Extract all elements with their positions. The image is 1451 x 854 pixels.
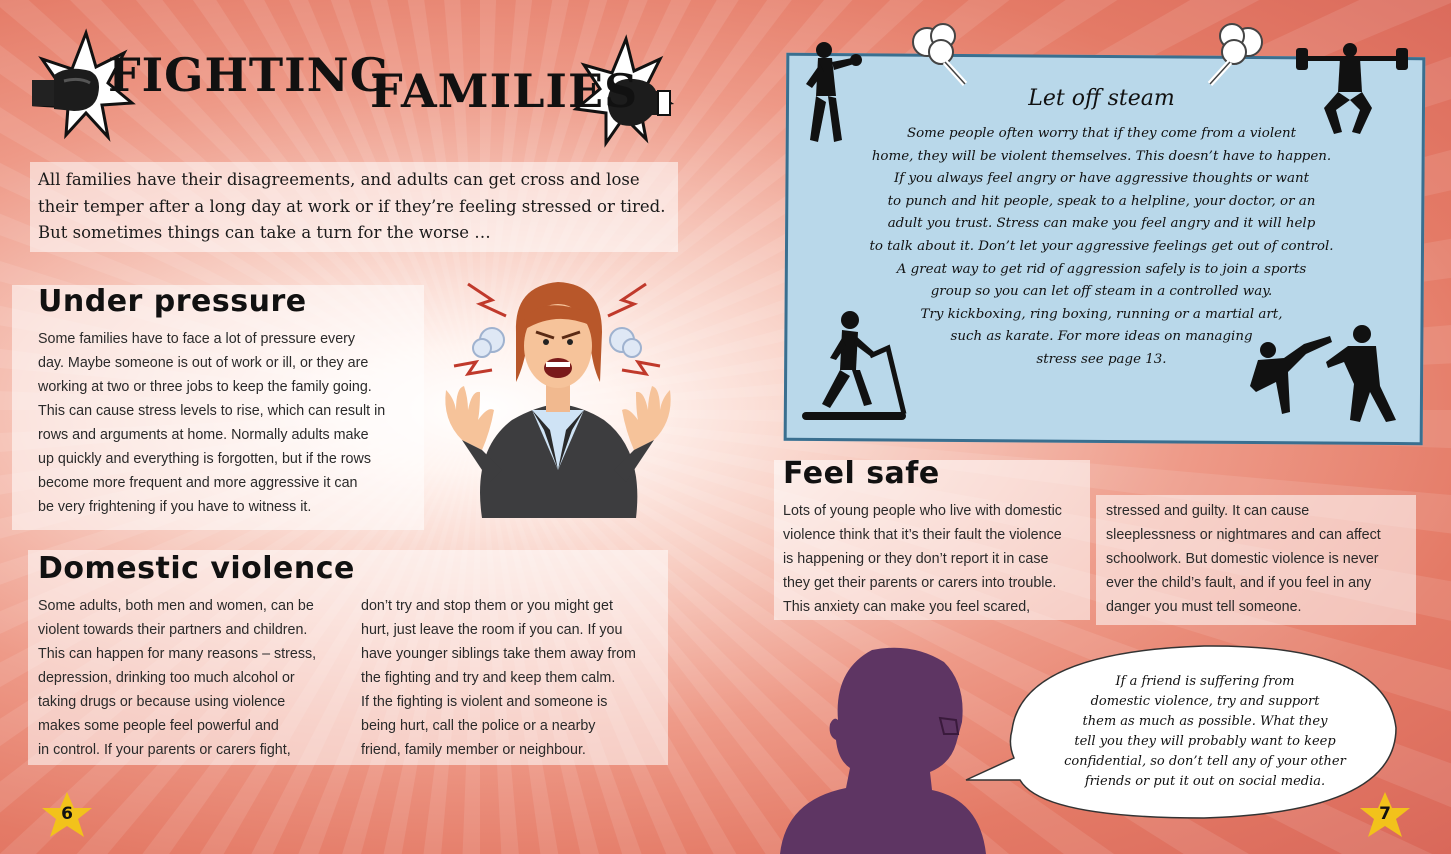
bubble-line: If a friend is suffering from: [1115, 674, 1295, 689]
body-line: Some families have to face a lot of pressure every: [38, 331, 356, 347]
body-line: If the fighting is violent and someone is: [361, 694, 608, 710]
bubble-line: them as much as possible. What they: [1082, 714, 1328, 729]
boxer-silhouette-icon: [798, 40, 864, 150]
steam-line: adult you trust. Stress can make you feel angry and it will help: [887, 216, 1316, 232]
body-line: rows and arguments at home. Normally adults make: [38, 427, 369, 443]
page-number-right: 7: [1379, 804, 1391, 824]
body-line: is happening or they don’t report it in case: [783, 551, 1049, 567]
body-line: don’t try and stop them or you might get: [361, 598, 613, 614]
steam-line: A great way to get rid of aggression safely is to join a sports: [896, 261, 1307, 277]
body-line: Lots of young people who live with domestic: [783, 503, 1062, 519]
speech-bubble-text: [1030, 672, 1380, 792]
body-line: ever the child’s fault, and if you feel in any: [1106, 575, 1372, 591]
feel-safe-heading: Feel safe: [783, 456, 940, 491]
body-line: the fighting and try and keep them calm.: [361, 670, 616, 686]
title-word-families: FAMILIES: [370, 64, 639, 118]
domestic-violence-heading: Domestic violence: [38, 551, 355, 586]
body-line: Some adults, both men and women, can be: [38, 598, 314, 614]
karate-silhouette-icon: [1244, 322, 1400, 428]
body-line: This anxiety can make you feel scared,: [783, 599, 1031, 615]
body-line: day. Maybe someone is out of work or ill, or they are: [38, 355, 369, 371]
under-pressure-heading: Under pressure: [38, 284, 307, 319]
steam-line: Try kickboxing, ring boxing, running or a martial art,: [920, 306, 1283, 322]
body-line: danger you must tell someone.: [1106, 599, 1302, 615]
angry-woman-illustration: [432, 270, 697, 538]
steam-line: such as karate. For more ideas on managing: [950, 329, 1253, 345]
body-line: makes some people feel powerful and: [38, 718, 279, 734]
steam-line: stress see page 13.: [1036, 351, 1167, 367]
feel-safe-col1: [783, 499, 1062, 619]
steam-line: Some people often worry that if they come from a violent: [906, 126, 1297, 141]
page-number-left: 6: [61, 804, 73, 824]
body-line: they get their parents or carers into trouble.: [783, 575, 1057, 591]
weightlifter-silhouette-icon: [1294, 42, 1412, 138]
body-line: schoolwork. But domestic violence is never: [1106, 551, 1379, 567]
person-silhouette: [780, 648, 986, 854]
steam-line: to talk about it. Don’t let your aggressive feelings get out of control.: [869, 238, 1334, 254]
body-line: in control. If your parents or carers fight,: [38, 742, 291, 758]
body-line: friend, family member or neighbour.: [361, 742, 586, 758]
body-line: hurt, just leave the room if you can. If you: [361, 622, 623, 638]
body-line: become more frequent and more aggressive it can: [38, 475, 358, 491]
steam-puff-icon: [905, 18, 975, 88]
title-word-fighting: FIGHTING: [108, 48, 391, 102]
intro-line: their temper after a long day at work or if they’re feeling stressed or tired.: [38, 196, 666, 216]
let-off-steam-title: Let off steam: [1028, 86, 1175, 111]
body-line: be very frightening if you have to witness it.: [38, 499, 312, 515]
body-line: have younger siblings take them away from: [361, 646, 636, 662]
body-line: depression, drinking too much alcohol or: [38, 670, 295, 686]
body-line: taking drugs or because using violence: [38, 694, 286, 710]
page-title: [370, 64, 638, 118]
steam-puff-icon: [1200, 18, 1270, 88]
body-line: up quickly and everything is forgotten, but if the rows: [38, 451, 371, 467]
body-line: This can cause stress levels to rise, which can result in: [38, 403, 386, 419]
bubble-line: tell you they will probably want to keep: [1074, 734, 1336, 749]
feel-safe-col2: [1106, 499, 1381, 619]
treadmill-runner-silhouette-icon: [800, 310, 910, 430]
body-line: violent towards their partners and children.: [38, 622, 308, 638]
body-line: This can happen for many reasons – stress,: [38, 646, 317, 662]
domestic-violence-col2: [361, 594, 636, 762]
steam-line: home, they will be violent themselves. This doesn’t have to happen.: [871, 148, 1332, 164]
body-line: violence think that it’s their fault the violence: [783, 527, 1062, 543]
page-title: [108, 48, 390, 102]
intro-line: All families have their disagreements, and adults can get cross and lose: [38, 170, 640, 189]
body-line: being hurt, call the police or a nearby: [361, 718, 596, 734]
body-line: stressed and guilty. It can cause: [1106, 503, 1310, 519]
bubble-line: domestic violence, try and support: [1090, 694, 1320, 709]
bubble-line: confidential, so don’t tell any of your other: [1064, 754, 1346, 769]
steam-line: to punch and hit people, speak to a helpline, your doctor, or an: [887, 193, 1316, 209]
body-line: working at two or three jobs to keep the family going.: [38, 379, 372, 395]
steam-line: If you always feel angry or have aggressive thoughts or want: [893, 171, 1310, 187]
boxing-glove-icon: [32, 69, 99, 111]
intro-line: But sometimes things can take a turn for the worse …: [38, 223, 491, 242]
intro-paragraph: [38, 167, 666, 247]
domestic-violence-col1: [38, 594, 316, 762]
under-pressure-text: [38, 327, 385, 519]
bubble-line: friends or put it out on social media.: [1084, 774, 1326, 789]
steam-line: group so you can let off steam in a controlled way.: [930, 284, 1273, 300]
body-line: sleeplessness or nightmares and can affect: [1106, 527, 1381, 543]
